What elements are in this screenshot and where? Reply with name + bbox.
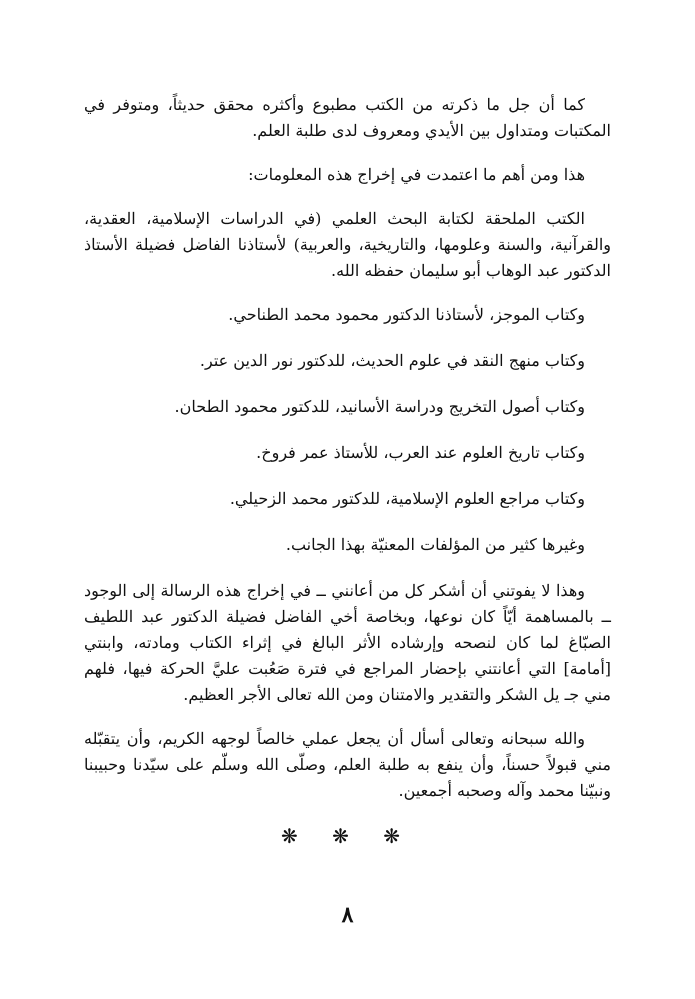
reference-item: وكتاب الموجز، لأستاذنا الدكتور محمود محمد الطناحي. [228,305,585,324]
reference-item: وكتاب أصول التخريج ودراسة الأسانيد، للدكتور محمود الطحان. [174,397,585,416]
reference-item: وكتاب منهج النقد في علوم الحديث، للدكتور نور الدين عتر. [199,351,585,370]
paragraph-acknowledgements: وهذا لا يفوتني أن أشكر كل من أعانني ــ في إخراج هذه الرسالة إلى الوجود ــ بالمساهمة أيّاً كان نوعها، وبخاصة أخي الفاضل فضيلة الدكتور عبد اللطيف الصبّاغ لما كان لنصحه وإرشاده الأثر البالغ في إثراء الكتاب ومادته، وابنتي [أمامة] التي أعانتني بإحضار المراجع في فترة صَعُبت عليَّ الحركة فيها، فلهم مني جـ يل الشكر والتقدير والامتنان ومن الله تعالى الأجر العظيم. [84,581,611,704]
paragraph-research-books: الكتب الملحقة لكتابة البحث العلمي (في الدراسات الإسلامية، العقدية، والقرآنية، والسنة وعلومها، والتاريخية، والعربية) لأستاذنا الفاضل فضيلة الأستاذ الدكتور عبد الوهاب أبو سليمان حفظه الله. [84,209,611,280]
paragraph-closing-prayer: والله سبحانه وتعالى أسأل أن يجعل عملي خالصاً لوجهه الكريم، وأن يتقبّله مني قبولاً حسناً، وأن ينفع به طلبة العلم، وصلّى الله وسلّم على سيّدنا وحبيبنا ونبيّنا محمد وآله وصحبه أجمعين. [84,729,611,800]
section-divider-stars: ❋ ❋ ❋ [281,824,414,848]
reference-item: وغيرها كثير من المؤلفات المعنيّة بهذا الجانب. [285,535,585,554]
reference-item: وكتاب تاريخ العلوم عند العرب، للأستاذ عمر فروخ. [256,443,585,462]
paragraph-books-availability: كما أن جل ما ذكرته من الكتب مطبوع وأكثره محقق حديثاً، ومتوفر في المكتبات ومتداول بين الأيدي ومعروف لدى طلبة العلم. [84,95,611,140]
references-list [84,302,611,558]
paragraph-sources-intro: هذا ومن أهم ما اعتمدت في إخراج هذه المعلومات: [248,165,585,184]
page-number: ٨ [341,902,354,928]
reference-item: وكتاب مراجع العلوم الإسلامية، للدكتور محمد الزحيلي. [229,489,585,508]
